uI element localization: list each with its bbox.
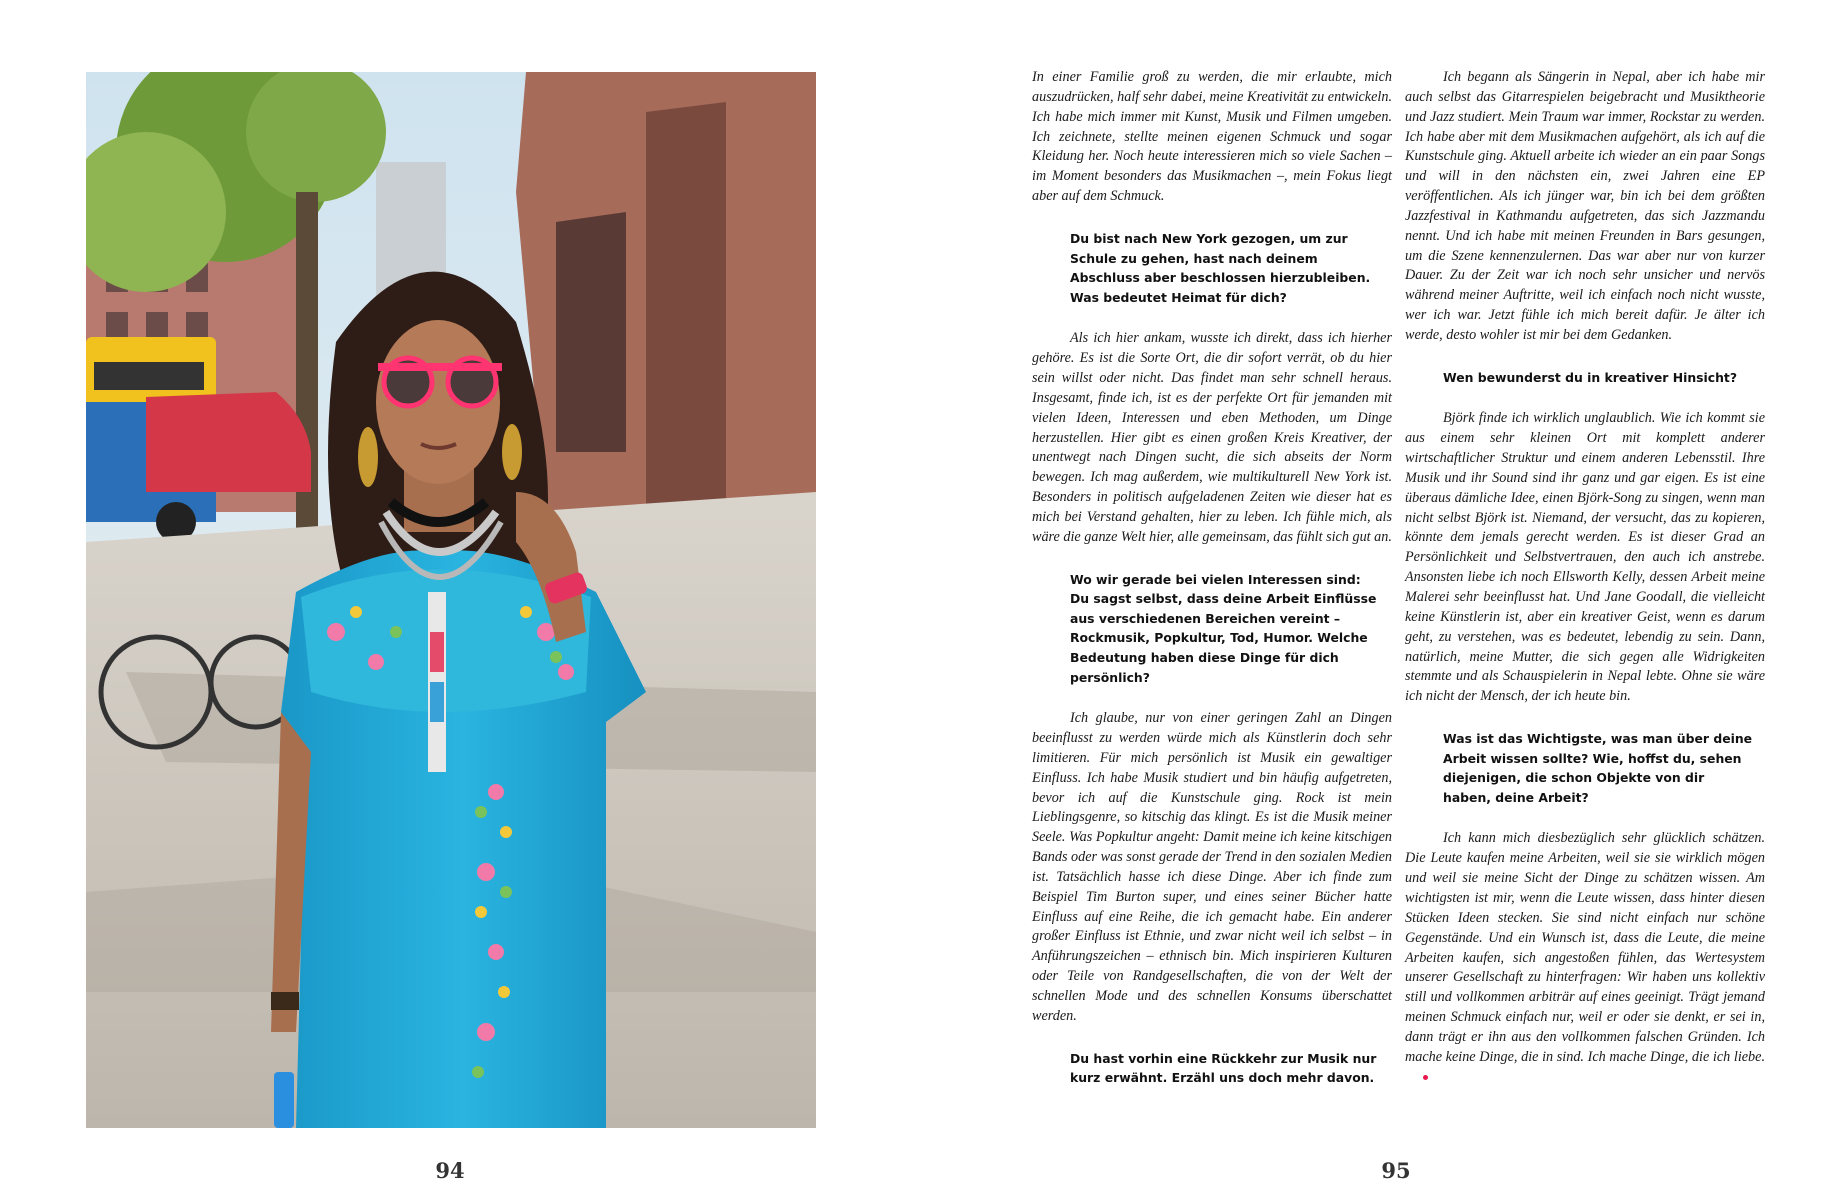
interview-question: Wo wir gerade bei vielen Interessen sind: Du sagst selbst, dass deine Arbeit Einflüsse aus verschiedenen Bereichen vereint – Rockmusik, Popkultur, Tod, Humor. Welche Bedeutung haben diese Dinge für dich persönlich? [1070, 571, 1377, 685]
interview-question: Du bist nach New York gezogen, um zur Schule zu gehen, hast nach deinem Abschluss aber beschlossen hierzubleiben. Was bedeutet Heimat für dich? [1070, 230, 1371, 305]
page-number-right: 95 [1381, 1158, 1411, 1183]
interview-question: Du hast vorhin eine Rückkehr zur Musik nur kurz erwähnt. Erzähl uns doch mehr davon. [1070, 1050, 1377, 1086]
portrait-photo [86, 72, 816, 1128]
page-number-left: 94 [435, 1158, 465, 1183]
answer-paragraph: Ich begann als Sängerin in Nepal, aber ich habe mir auch selbst das Gitarrespielen beigebracht und Musiktheorie und Jazz studiert. Mein Traum war immer, Rockstar zu werden. Ich habe aber mit dem Musikmachen aufgehört, als ich auf die Kunstschule ging. Aktuell arbeite ich wieder an ein paar Songs und will in den nächsten ein, zwei Jahren eine EP veröffentlichen. Als ich jünger war, bin ich bei dem größten Jazzfestival in Kathmandu aufgetreten, das sich Jazzmandu nennt. Und ich habe mit meinen Freunden in Bars gesungen, um die Szene kennenzulernen. Das war aber nur von kurzer Dauer. Zu der Zeit war ich noch sehr unsicher und nervös während meiner Auftritte, weil ich einfach noch nicht wusste, wer ich war. Jetzt fühle ich mich bereit dafür. Je älter ich werde, desto wohler ist mir bei dem Gedanken. [1405, 69, 1765, 343]
answer-paragraph: In einer Familie groß zu werden, die mir erlaubte, mich auszudrücken, half sehr dabei, meine Kreativität zu entwickeln. Ich habe mich immer mit Kunst, Musik und Filmen umgeben. Ich zeichnete, stellte meinen eigenen Schmuck und sogar Kleidung her. Noch heute interessieren mich so viele Sachen – im Moment besonders das Musikmachen –, mein Fokus liegt aber auf dem Schmuck. [1032, 69, 1392, 205]
text-column-left [1032, 68, 1392, 1110]
answer-paragraph: Ich glaube, nur von einer geringen Zahl an Dingen beeinflusst zu werden würde mich als Künstlerin doch sehr limitieren. Für mich persönlich ist Musik ein gewaltiger Einfluss. Ich habe Musik studiert und bin häufig aufgetreten, bevor ich auf die Kunstschule ging. Rock ist mein Lieblingsgenre, so kitschig das klingt. Es ist die Musik meiner Seele. Was Popkultur angeht: Damit meine ich keine kitschigen Bands oder was sonst gerade der Trend in den sozialen Medien ist. Tatsächlich hasse ich diese Dinge. Aber ich finde zum Beispiel Tim Burton super, und eines seiner Bücher hatte Einfluss auf eine Reihe, die ich gemacht habe. Ein anderer großer Einfluss ist Ethnie, und zwar nicht weil ich selbst – in Anführungszeichen – ethnisch bin. Mich inspirieren Kulturen oder Teile von Randgesellschaften, die von der Welt der schnellen Mode und des schnellen Konsums überschattet werden. [1032, 710, 1392, 1024]
text-column-right [1405, 68, 1765, 1087]
interview-question: Was ist das Wichtigste, was man über deine Arbeit wissen sollte? Wie, hoffst du, sehen diejenigen, die schon Objekte von dir haben, deine Arbeit? [1443, 731, 1753, 805]
answer-paragraph [1405, 829, 1765, 1087]
final-answer-text: Ich kann mich diesbezüglich sehr glücklich schätzen. Die Leute kaufen meine Arbeiten, weil sie sie wirklich mögen und weil sie meine Sicht der Dinge zu schätzen wissen. Am wichtigsten ist mir, wenn die Leute wissen, dass hinter diesen Stücken Ideen stecken. Sie sind nicht einfach nur schöne Gegenstände. Und ein Wunsch ist, dass die Leute, die meine Arbeiten kaufen, sich angestoßen fühlen, das Wertesystem unserer Gesellschaft zu hinterfragen: Wir haben uns kollektiv still und vollkommen arbiträr auf eines geeinigt. Trägt jemand meinen Schmuck einfach nur, weil er oder sie denkt, er sei in, dann trägt er ihn aus den vollkommen falschen Gründen. Ich mache keine Dinge, die in sind. Ich mache Dinge, die ich liebe. [1405, 830, 1765, 1065]
answer-paragraph: Björk finde ich wirklich unglaublich. Wie ich kommt sie aus einem sehr kleinen Ort mit komplett anderer wirtschaftlicher Struktur und einem anderen Lebensstil. Ihre Musik und ihr Sound sind ihr ganz und gar eigen. Es ist eine überaus dämliche Idee, einen Björk-Song zu singen, wenn man nicht selbst Björk ist. Niemand, der versucht, das zu kopieren, könnte dem jemals gerecht werden. Es ist dieser Grad an Persönlichkeit und Selbstvertrauen, den auch ich anstrebe. Ansonsten liebe ich noch Ellsworth Kelly, dessen Arbeit meine Malerei sehr beeinflusst hat. Und Jane Goodall, die vielleicht keine Künstlerin ist, aber ein kreativer Geist, wenn es darum geht, zu verstehen, was es bedeutet, lebendig zu sein. Dann, natürlich, meine Mutter, die sich gegen alle Widrigkeiten stemmte und als Schauspielerin in Nepal lebte. Ohne sie wäre ich nicht der Mensch, der ich heute bin. [1405, 410, 1765, 705]
portrait-illustration [86, 72, 816, 1128]
end-of-article-dot [1423, 1075, 1428, 1080]
answer-paragraph: Als ich hier ankam, wusste ich direkt, dass ich hierher gehöre. Es ist die Sorte Ort, die dir sofort verrät, ob du hier sein willst oder nicht. Das findet man sehr schnell heraus. Insgesamt, finde ich, ist es der perfekte Ort für jemanden mit vielen Ideen, Interessen und eben Methoden, um Dinge herzustellen. Hier gibt es einen großen Kreis Kreativer, der unentwegt nach Dingen sucht, die sich abseits der Norm bewegen. Ich mag außerdem, wie multikulturell New York ist. Besonders in politisch aufgeladenen Zeiten wie dieser hat es mich bei Verstand gehalten, hier zu leben. Ich fühle mich, als wäre die ganze Welt hier, alle gemeinsam, das fühlt sich gut an. [1032, 330, 1392, 545]
interview-question: Wen bewunderst du in kreativer Hinsicht? [1443, 369, 1738, 385]
